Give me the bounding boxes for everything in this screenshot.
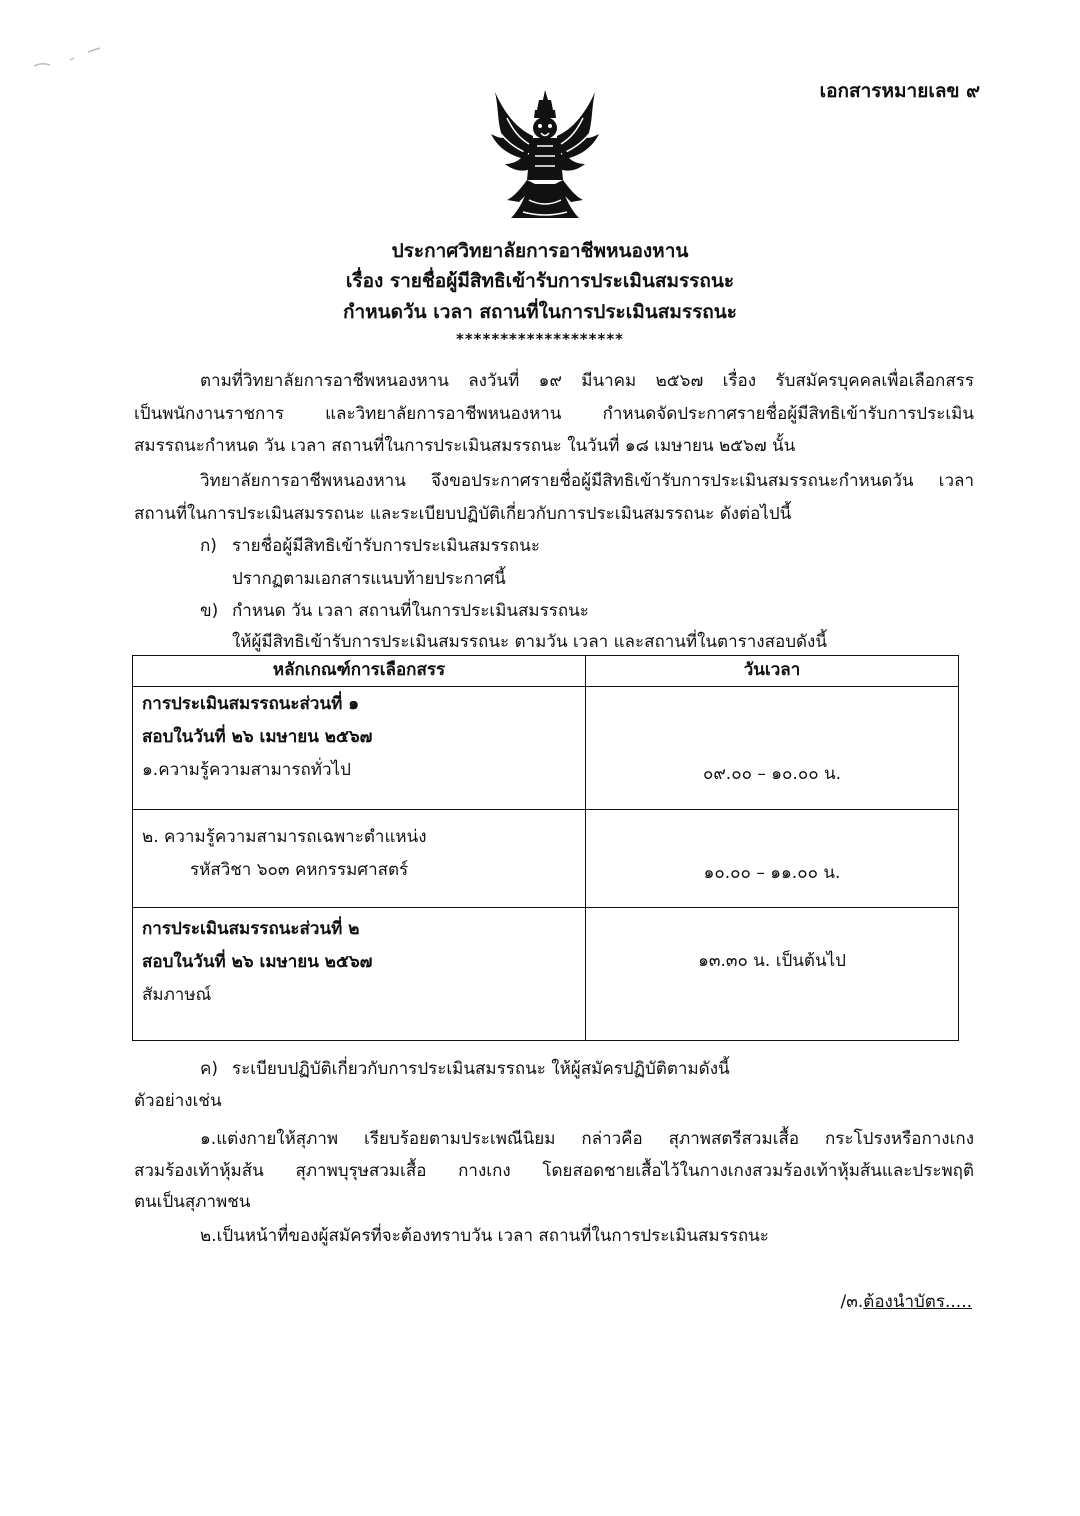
row2-time: ๑๐.๐๐ – ๑๑.๐๐ น. <box>703 863 841 883</box>
intro-p1-line3: สมรรถนะกำหนด วัน เวลา สถานที่ในการประเมินสมรรถนะ ในวันที่ ๑๘ เมษายน ๒๕๖๗ นั้น <box>134 436 796 456</box>
item-b-line1: กำหนด วัน เวลา สถานที่ในการประเมินสมรรถนะ <box>232 601 589 621</box>
row2-line1: ๒. ความรู้ความสามารถเฉพาะตำแหน่ง <box>142 827 427 847</box>
intro-p1-line2: เป็นพนักงานราชการ และวิทยาลัยการอาชีพหนองหาน กำหนดจัดประกาศรายชื่อผู้มีสิทธิเข้ารับการประเมิน <box>134 404 974 424</box>
row1-line2: สอบในวันที่ ๒๖ เมษายน ๒๕๖๗ <box>142 727 373 747</box>
row2-line2: รหัสวิชา ๖๐๓ คหกรรมศาสตร์ <box>190 860 409 880</box>
item-a-line2: ปรากฏตามเอกสารแนบท้ายประกาศนี้ <box>232 569 506 589</box>
scan-mark <box>30 40 110 70</box>
garuda-emblem-icon <box>485 88 605 223</box>
header-datetime: วันเวลา <box>586 656 959 687</box>
rule1-line3: ตนเป็นสุภาพชน <box>134 1192 251 1212</box>
table-header-row <box>133 656 959 687</box>
document-number: เอกสารหมายเลข ๙ <box>819 80 980 102</box>
row1-time: ๐๙.๐๐ – ๑๐.๐๐ น. <box>702 764 842 784</box>
next-page-prefix: /๓. <box>840 1292 864 1312</box>
next-page-underlined: ต้องนำบัตร..... <box>863 1292 972 1312</box>
item-a-line1: รายชื่อผู้มีสิทธิเข้ารับการประเมินสมรรถนะ <box>232 536 540 556</box>
row1-criteria <box>133 687 586 810</box>
row3-time-cell <box>586 908 959 1041</box>
item-c-line2: ตัวอย่างเช่น <box>134 1091 222 1111</box>
next-page-marker <box>841 1288 972 1315</box>
rule1-line1: ๑.แต่งกายให้สุภาพ เรียบร้อยตามประเพณีนิยม กล่าวคือ สุภาพสตรีสวมเสื้อ กระโปรงหรือกางเกง <box>200 1129 974 1149</box>
row1-line1: การประเมินสมรรถนะส่วนที่ ๑ <box>142 694 360 714</box>
table-row <box>133 810 959 908</box>
table-row <box>133 908 959 1041</box>
row2-time-cell <box>586 810 959 908</box>
item-a-label: ก) <box>200 536 217 556</box>
schedule-table <box>132 655 959 1041</box>
row3-line1: การประเมินสมรรถนะส่วนที่ ๒ <box>142 919 360 939</box>
rule2-line: ๒.เป็นหน้าที่ของผู้สมัครที่จะต้องทราบวัน เวลา สถานที่ในการประเมินสมรรถนะ <box>200 1226 769 1246</box>
rule1-line2: สวมร้องเท้าหุ้มส้น สุภาพบุรุษสวมเสื้อ กางเกง โดยสอดชายเสื้อไว้ในกางเกงสวมร้องเท้าหุ้มส้นและประพฤติ <box>134 1161 974 1181</box>
row1-line3: ๑.ความรู้ความสามารถทั่วไป <box>142 760 351 780</box>
item-b-label: ข) <box>200 601 219 621</box>
row3-line2: สอบในวันที่ ๒๖ เมษายน ๒๕๖๗ <box>142 952 373 972</box>
header-criteria: หลักเกณฑ์การเลือกสรร <box>133 656 586 687</box>
intro-p2-line2: สถานที่ในการประเมินสมรรถนะ และระเบียบปฏิบัติเกี่ยวกับการประเมินสมรรถนะ ดังต่อไปนี้ <box>134 504 792 524</box>
row1-time-cell <box>586 687 959 810</box>
item-c-label: ค) <box>200 1059 219 1079</box>
table-row <box>133 687 959 810</box>
row3-time: ๑๓.๓๐ น. เป็นต้นไป <box>698 951 846 971</box>
announcement-subject: เรื่อง รายชื่อผู้มีสิทธิเข้ารับการประเมินสมรรถนะ <box>345 270 735 292</box>
row3-line3: สัมภาษณ์ <box>142 985 212 1005</box>
item-b-line2: ให้ผู้มีสิทธิเข้ารับการประเมินสมรรถนะ ตามวัน เวลา และสถานที่ในตารางสอบดังนี้ <box>232 632 827 652</box>
intro-p1-line1: ตามที่วิทยาลัยการอาชีพหนองหาน ลงวันที่ ๑๙ มีนาคม ๒๕๖๗ เรื่อง รับสมัครบุคคลเพื่อเลือกสรร <box>200 371 974 391</box>
star-divider: ******************* <box>455 330 625 348</box>
row3-criteria <box>133 908 586 1041</box>
row2-criteria <box>133 810 586 908</box>
announcement-subtitle: กำหนดวัน เวลา สถานที่ในการประเมินสมรรถนะ <box>342 301 738 323</box>
announcement-title: ประกาศวิทยาลัยการอาชีพหนองหาน <box>391 240 689 262</box>
intro-p2-line1: วิทยาลัยการอาชีพหนองหาน จึงขอประกาศรายชื่อผู้มีสิทธิเข้ารับการประเมินสมรรถนะกำหนดวัน เวลา <box>200 471 974 491</box>
item-c-line1: ระเบียบปฏิบัติเกี่ยวกับการประเมินสมรรถนะ ให้ผู้สมัครปฏิบัติตามดังนี้ <box>232 1059 730 1079</box>
